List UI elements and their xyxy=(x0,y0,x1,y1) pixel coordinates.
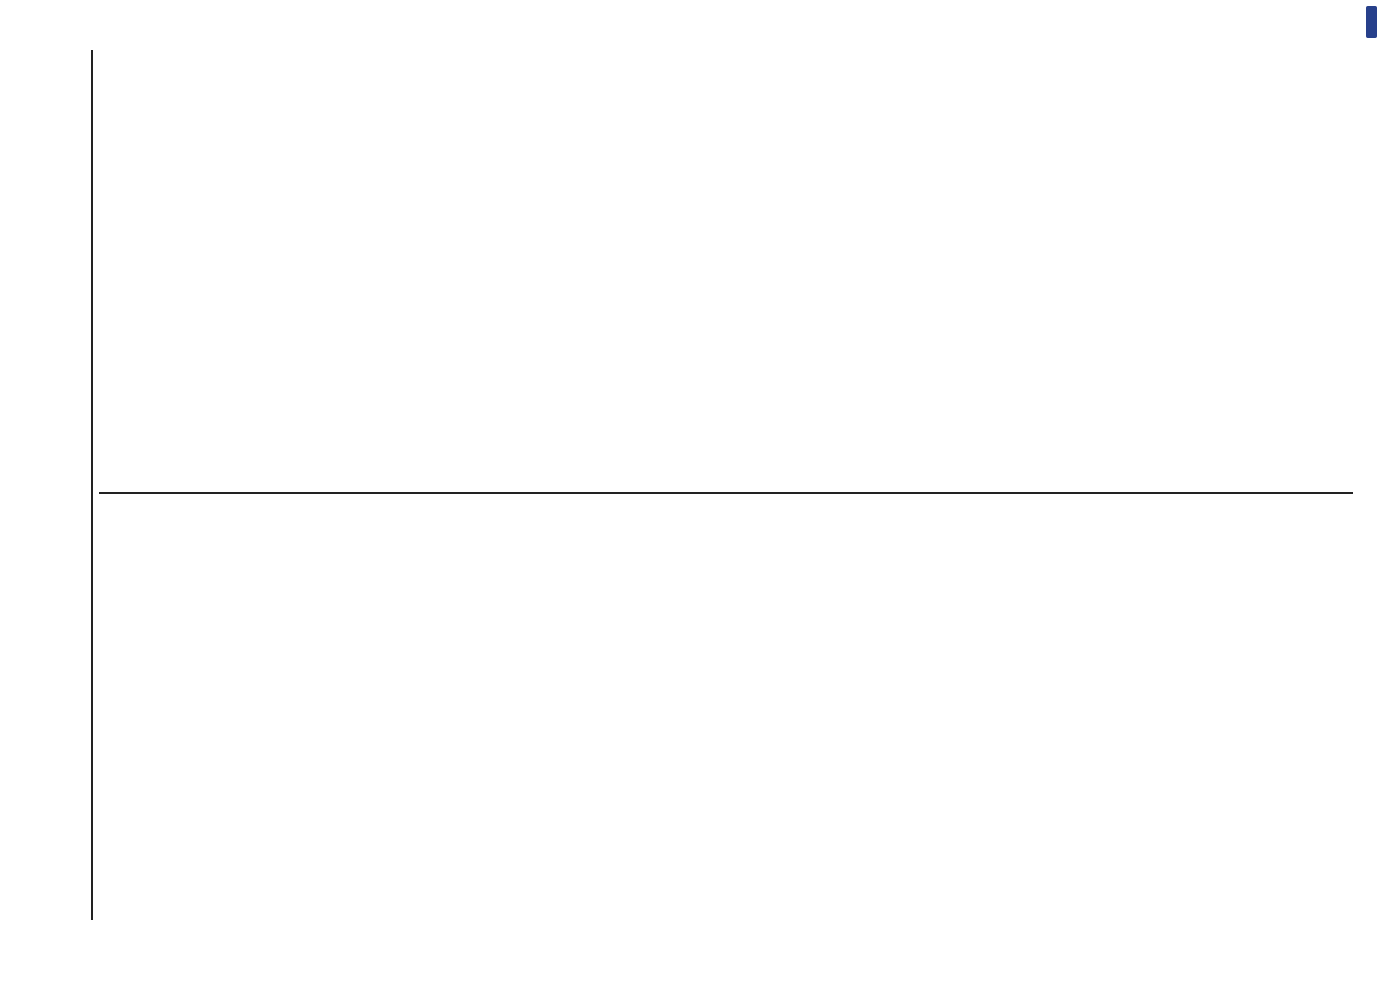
column-right xyxy=(99,66,1353,480)
column-left xyxy=(99,506,1353,920)
header-rule xyxy=(91,50,93,920)
right-margin-markers xyxy=(99,39,1353,53)
dfg-logo xyxy=(1366,6,1377,38)
digitization-note xyxy=(1357,20,1373,920)
column-divider xyxy=(99,492,1353,494)
left-margin-markers xyxy=(99,926,1353,940)
document-page xyxy=(61,50,1383,920)
page-header xyxy=(61,50,89,920)
